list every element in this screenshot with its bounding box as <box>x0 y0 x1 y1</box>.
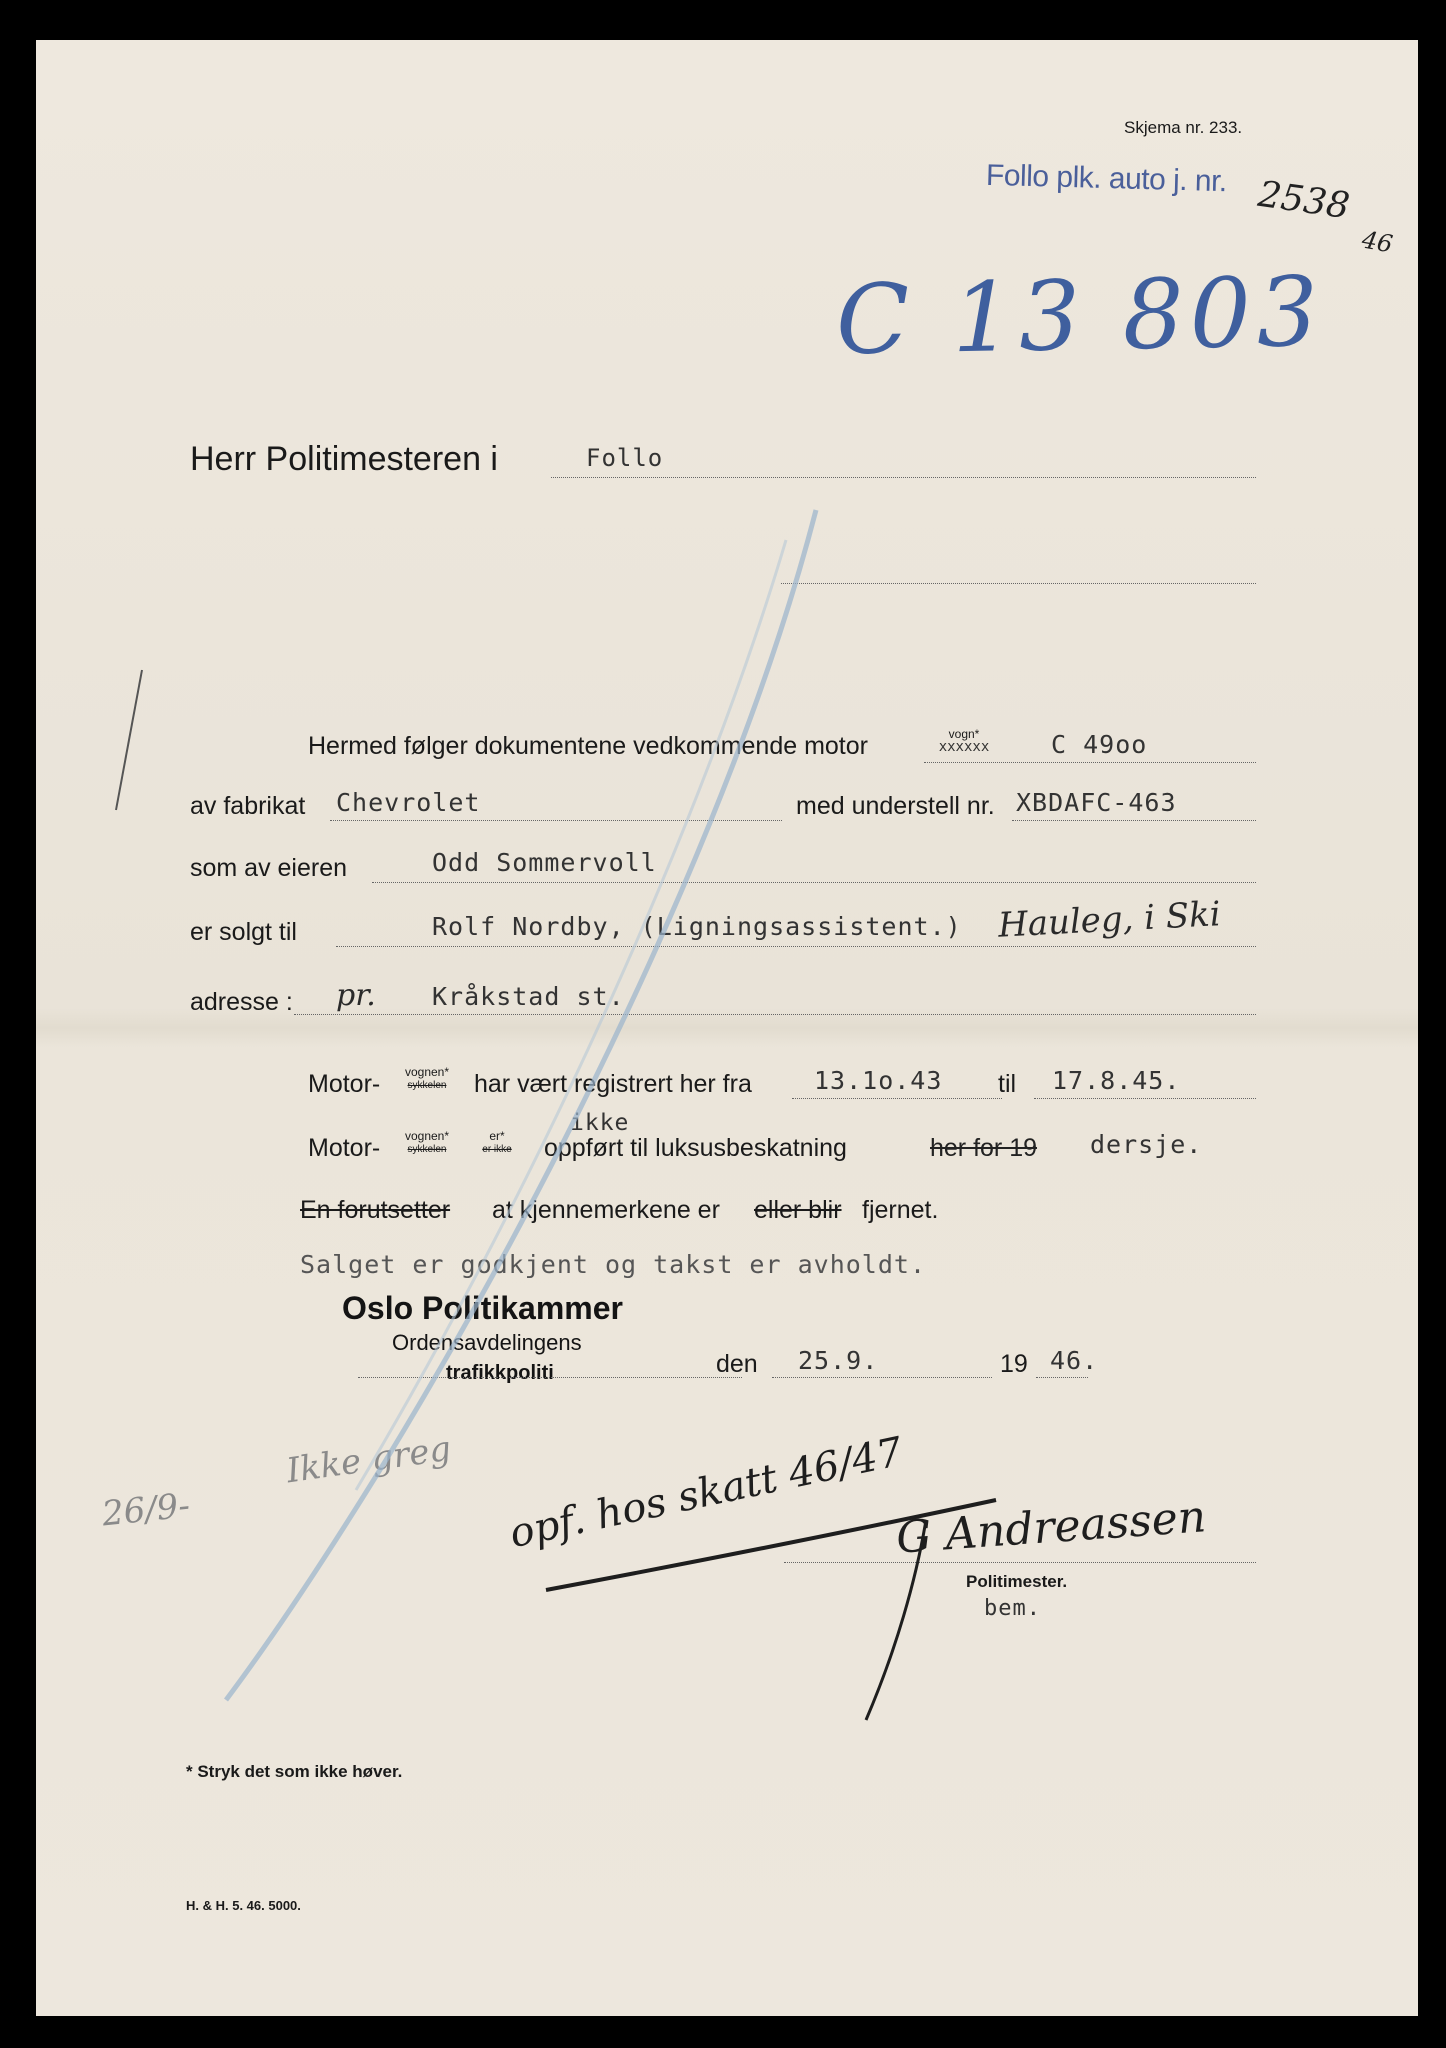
reg-line-label: har vært registrert her fra <box>474 1070 752 1098</box>
reg-from-value: 13.1o.43 <box>814 1066 943 1095</box>
salget-line: Salget er godkjent og takst er avholdt. <box>300 1250 926 1279</box>
signature-title: Politimester. <box>966 1572 1068 1591</box>
journal-number: 2538 <box>1255 173 1353 228</box>
signature-bem: bem. <box>984 1596 1041 1621</box>
addressee-line <box>551 477 1256 478</box>
reg-line-prefix: Motor- <box>308 1070 381 1098</box>
er-word: er* <box>489 1129 505 1143</box>
vogn-strike: xxxxxx <box>938 739 990 755</box>
registration-value: C 49oo <box>1051 730 1148 759</box>
er-ikke-word: er ikke <box>482 1144 512 1155</box>
signature-stroke <box>836 1500 956 1730</box>
fabrikat-label: av fabrikat <box>190 792 306 820</box>
journal-year: 46 <box>1359 225 1395 259</box>
year-value: 46. <box>1050 1346 1099 1375</box>
solgt-label: er solgt til <box>190 918 297 946</box>
luksus-handwritten-note: opf. hos skatt 46/47 <box>505 1428 907 1558</box>
fabrikat-value: Chevrolet <box>336 788 481 817</box>
vogn-sykkel-stack <box>928 728 1000 754</box>
documents-label: Hermed følger dokumentene vedkommende motor <box>308 732 868 760</box>
reg-to-value: 17.8.45. <box>1052 1066 1181 1095</box>
til-label: til <box>998 1070 1017 1098</box>
adresse-value: Kråkstad st. <box>432 982 625 1011</box>
stamp-oslo-line1: Oslo Politikammer <box>342 1290 623 1326</box>
luksus-label: oppført til luksusbeskatning <box>544 1134 847 1162</box>
forutsetter-struck: En forutsetter <box>300 1196 451 1224</box>
solgt-handwritten: Hauleg, i Ski <box>997 894 1222 946</box>
document-page <box>36 40 1418 2016</box>
eier-label: som av eieren <box>190 854 348 882</box>
date-value: 25.9. <box>798 1346 879 1375</box>
margin-tick <box>106 660 166 820</box>
understell-value: XBDAFC-463 <box>1016 788 1177 817</box>
luksus-struck: her for 19 <box>930 1134 1038 1162</box>
addressee-value: Follo <box>586 444 664 472</box>
adresse-handwritten: pr. <box>336 978 376 1013</box>
registration-line <box>924 762 1256 763</box>
vognen-word-2: vognen* <box>404 1129 450 1143</box>
vognen-word: vognen* <box>404 1065 450 1079</box>
solgt-value: Rolf Nordby, (Ligningsassistent.) <box>432 912 962 941</box>
understell-label: med understell nr. <box>796 792 995 820</box>
stamp-oslo-line2: Ordensavdelingens <box>392 1330 582 1355</box>
den-label: den <box>716 1350 758 1378</box>
luksus-prefix: Motor- <box>308 1134 381 1162</box>
forutsetter-line: at kjennemerkene er <box>492 1196 720 1224</box>
understell-line <box>1012 820 1256 821</box>
print-code: H. & H. 5. 46. 5000. <box>186 1898 301 1913</box>
forutsetter-end: fjernet. <box>862 1196 939 1224</box>
left-date-note: 26/9- <box>100 1485 192 1535</box>
sykkelen-word: sykkelen <box>407 1080 447 1091</box>
blue-pencil-stroke <box>186 480 866 1730</box>
year-prefix: 19 <box>1000 1350 1028 1378</box>
adresse-label: adresse : <box>190 988 293 1016</box>
ikke-insert: ikke <box>570 1110 630 1136</box>
forutsetter-struck-2: eller blir <box>754 1196 842 1224</box>
reg-to-line <box>1034 1098 1256 1099</box>
luksus-end: dersje. <box>1090 1130 1203 1159</box>
journal-stamp: Follo plk. auto j. nr. <box>985 158 1228 199</box>
footer-note: * Stryk det som ikke høver. <box>186 1762 403 1781</box>
form-number: Skjema nr. 233. <box>1124 118 1243 137</box>
year-line <box>1036 1377 1088 1378</box>
left-note: Ikke greg <box>284 1428 454 1492</box>
signature: G Andreassen <box>894 1491 1208 1564</box>
sykkelen-word-2: sykkelen <box>407 1144 447 1155</box>
registration-big-number: C 13 803 <box>835 255 1325 377</box>
eier-value: Odd Sommervoll <box>432 848 657 877</box>
vogn-word: vogn* <box>948 727 980 741</box>
addressee-label: Herr Politimesteren i <box>190 440 498 478</box>
stamp-oslo-line3: trafikkpoliti <box>446 1362 554 1384</box>
